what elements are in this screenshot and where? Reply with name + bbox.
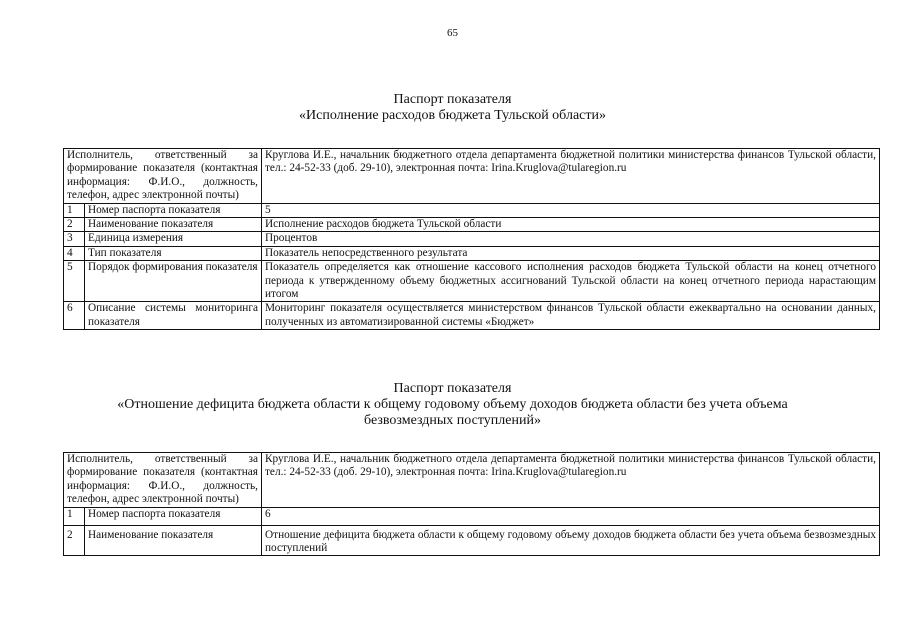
row-label: Номер паспорта показателя [85,507,262,525]
row-number: 6 [64,302,85,330]
passport-title-line: Паспорт показателя [393,381,512,396]
row-label: Единица измерения [85,232,262,246]
passport-title-line: «Отношение дефицита бюджета области к общему годовому объему доходов бюджета области без учета объема [117,397,788,412]
row-value: Показатель определяется как отношение кассового исполнения расходов бюджета Тульской области на конец отчетного периода к утвержденному объему бюджетных ассигнований Тульской области на конец отчетного периода нарастающим итогом [262,261,880,302]
row-number: 2 [64,525,85,556]
row-number: 5 [64,261,85,302]
row-value: Процентов [262,232,880,246]
row-number: 1 [64,507,85,525]
passport-table [63,452,880,556]
row-number: 1 [64,203,85,217]
page-number: 65 [447,27,458,39]
row-number: 2 [64,218,85,232]
table-row [64,302,880,330]
table-row [64,453,880,508]
row-number: 3 [64,232,85,246]
row-value: Отношение дефицита бюджета области к общему годовому объему доходов бюджета области без учета объема безвозмездных поступлений [262,525,880,556]
passport-title [0,381,905,429]
table-row [64,232,880,246]
contact-label-cell: Исполнитель, ответственный за формирование показателя (контактная информация: Ф.И.О., должность, телефон, адрес электронной почты) [64,453,262,508]
table-row [64,149,880,204]
passport-table [63,148,880,330]
passport-title-line: Паспорт показателя [393,92,512,107]
passport-title-line: безвозмездных поступлений» [364,413,541,428]
table-row [64,203,880,217]
table-row [64,218,880,232]
row-value: 5 [262,203,880,217]
contact-label-cell: Исполнитель, ответственный за формирование показателя (контактная информация: Ф.И.О., должность, телефон, адрес электронной почты) [64,149,262,204]
row-label: Номер паспорта показателя [85,203,262,217]
contact-value-cell: Круглова И.Е., начальник бюджетного отдела департамента бюджетной политики министерства финансов Тульской области, тел.: 24-52-33 (доб. 29-10), электронная почта: Irina.Kruglova@tularegion.ru [262,149,880,204]
row-value: Исполнение расходов бюджета Тульской области [262,218,880,232]
row-value: Мониторинг показателя осуществляется министерством финансов Тульской области ежеквартально на основании данных, полученных из автоматизированной системы «Бюджет» [262,302,880,330]
row-value: 6 [262,507,880,525]
row-value: Показатель непосредственного результата [262,246,880,260]
table-row [64,246,880,260]
table-row [64,525,880,556]
contact-value-cell: Круглова И.Е., начальник бюджетного отдела департамента бюджетной политики министерства финансов Тульской области, тел.: 24-52-33 (доб. 29-10), электронная почта: Irina.Kruglova@tularegion.ru [262,453,880,508]
row-label: Наименование показателя [85,218,262,232]
table-row [64,507,880,525]
row-label: Описание системы мониторинга показателя [85,302,262,330]
row-label: Порядок формирования показателя [85,261,262,302]
row-label: Тип показателя [85,246,262,260]
row-label: Наименование показателя [85,525,262,556]
table-row [64,261,880,302]
passport-title [0,92,905,124]
passport-title-line: «Исполнение расходов бюджета Тульской области» [299,108,606,123]
row-number: 4 [64,246,85,260]
